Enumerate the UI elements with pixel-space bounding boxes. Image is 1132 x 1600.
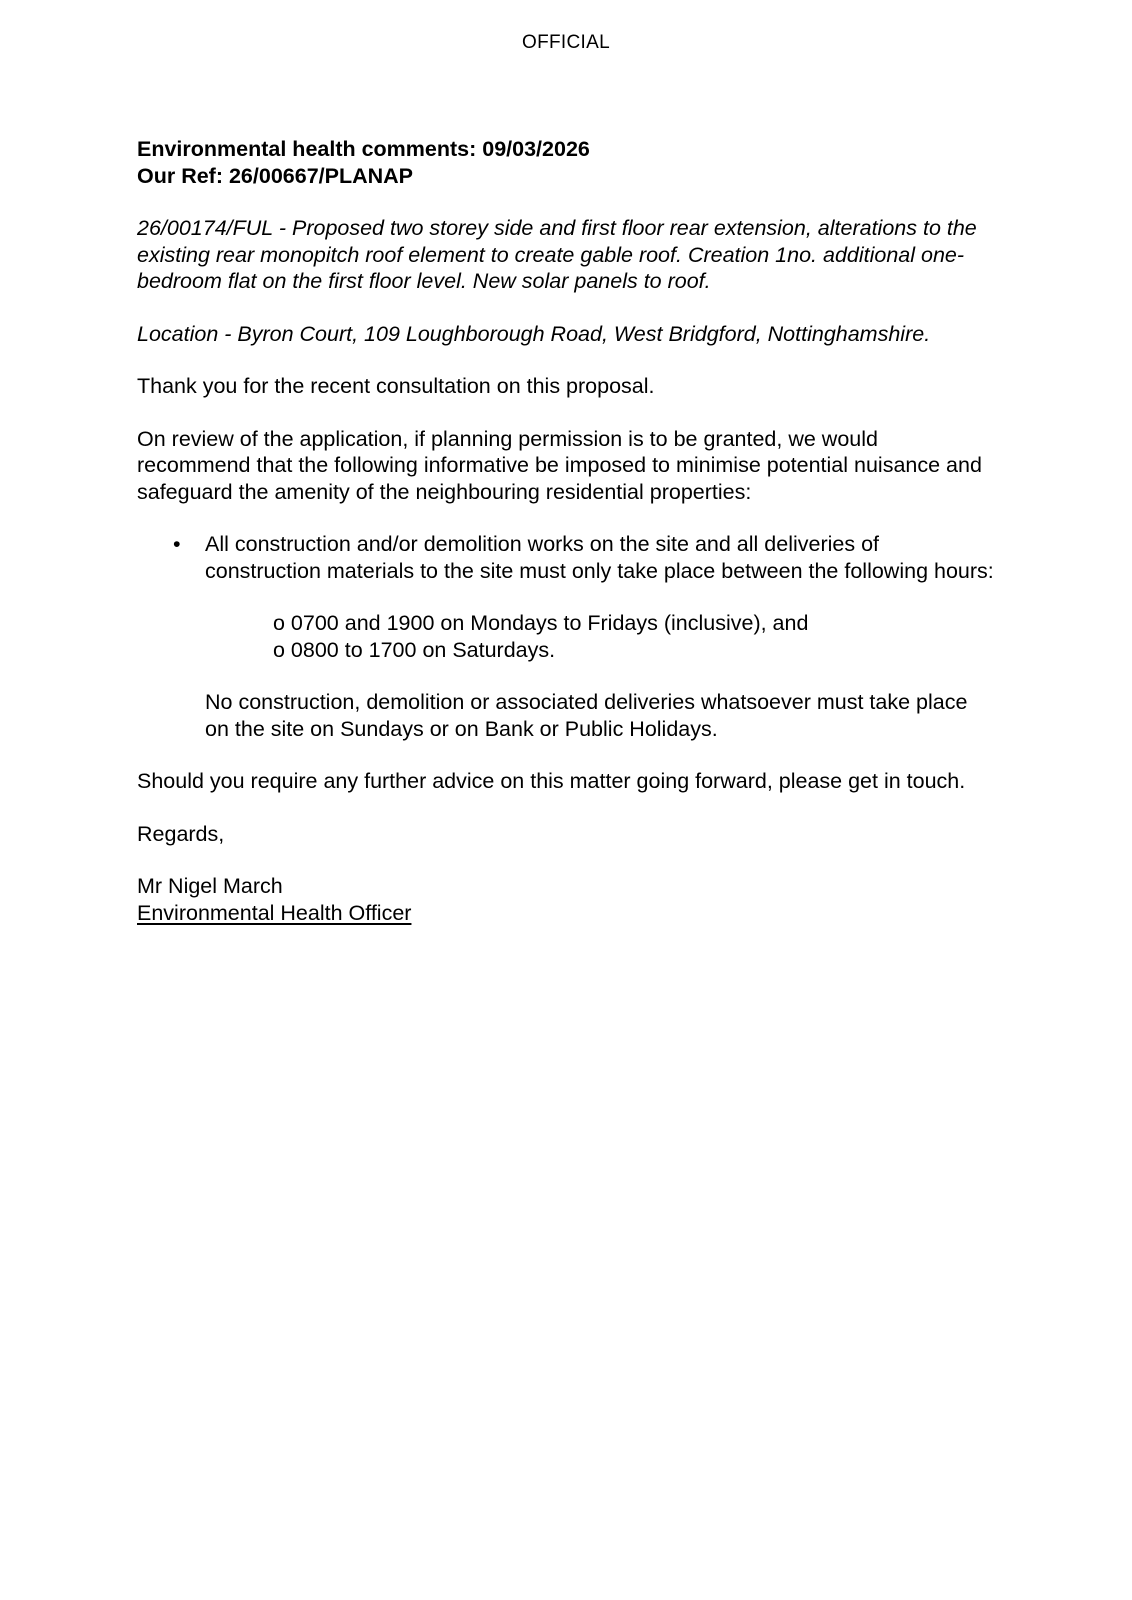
classification-label: OFFICIAL: [522, 32, 610, 53]
comments-heading: [137, 136, 997, 189]
bullet-icon: •: [173, 532, 181, 556]
comments-date-heading: Environmental health comments: 09/03/2026: [137, 137, 590, 161]
saturday-hours-item: o 0800 to 1700 on Saturdays.: [273, 637, 556, 662]
signatory-name: Mr Nigel March: [137, 874, 283, 898]
no-works-paragraph: No construction, demolition or associated deliveries whatsoever must take place on the site on Sundays or on Bank or Public Holidays.: [205, 690, 968, 741]
proposal-description: 26/00174/FUL - Proposed two storey side and first floor rear extension, alterations to the existing rear monopitch roof element to create gable roof. Creation 1no. additional one-bedroom flat on the first floor level. New solar panels to roof.: [137, 216, 977, 293]
informative-bullet: [137, 531, 997, 742]
thanks-paragraph: Thank you for the recent consultation on this proposal.: [137, 374, 655, 398]
reference-heading: Our Ref: 26/00667/PLANAP: [137, 163, 414, 188]
bullet-text: All construction and/or demolition works on the site and all deliveries of construction materials to the site must only take place between the following hours:: [205, 532, 994, 583]
signatory-title: Environmental Health Officer: [137, 900, 412, 925]
weekday-hours-item: o 0700 and 1900 on Mondays to Fridays (inclusive), and: [273, 611, 809, 635]
letter-body: [137, 136, 997, 926]
location-text: Location - Byron Court, 109 Loughborough Road, West Bridgford, Nottinghamshire.: [137, 321, 931, 346]
working-hours-list: [205, 610, 997, 663]
review-paragraph: On review of the application, if planning permission is to be granted, we would recommend that the following informative be imposed to minimise potential nuisance and safeguard the amenity of the neighbouring residential properties:: [137, 426, 982, 504]
regards-text: Regards,: [137, 821, 225, 846]
advice-paragraph: Should you require any further advice on this matter going forward, please get in touch.: [137, 769, 966, 793]
signature-block: [137, 873, 997, 926]
